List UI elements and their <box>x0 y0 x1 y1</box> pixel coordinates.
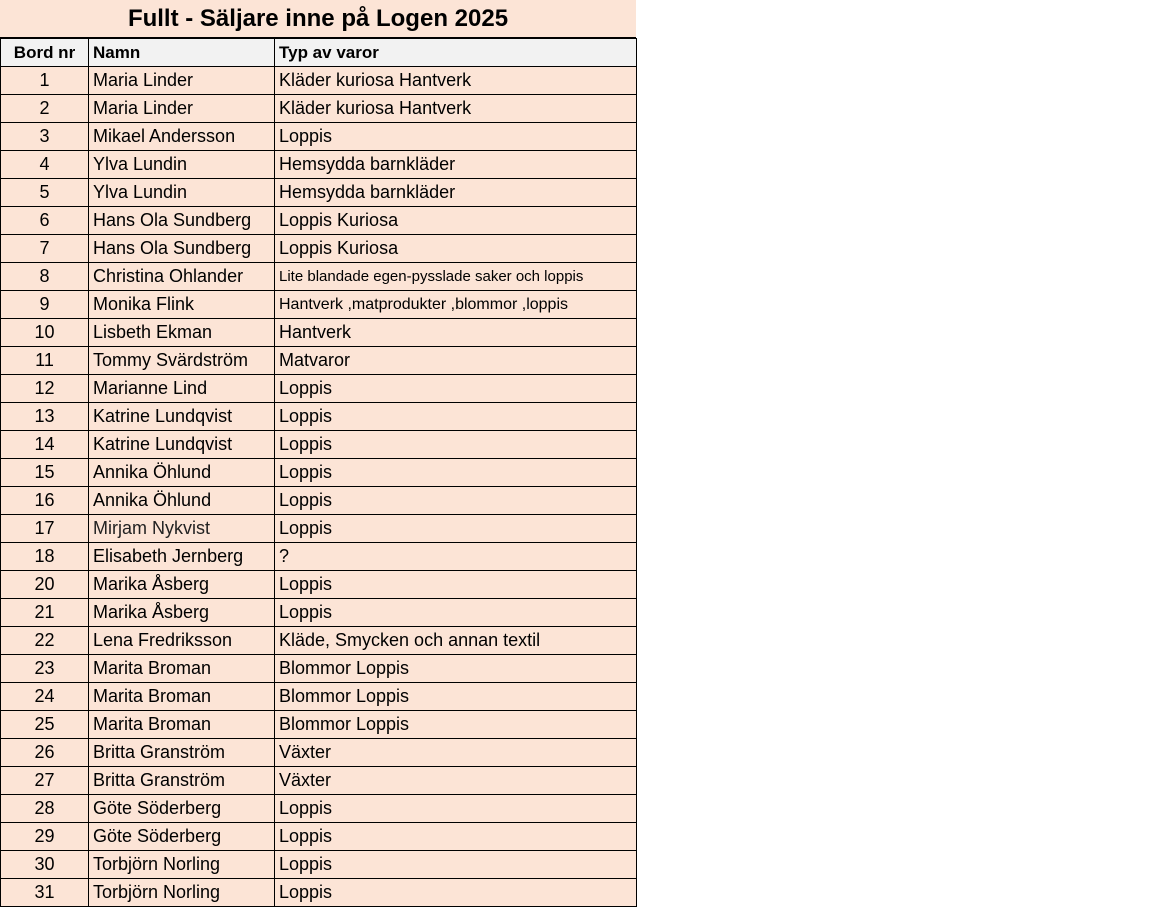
table-row <box>1 123 637 151</box>
cell-typ-av-varor[interactable]: Loppis <box>275 487 637 515</box>
table-row <box>1 403 637 431</box>
cell-bord-nr[interactable]: 23 <box>1 655 89 683</box>
cell-bord-nr[interactable]: 13 <box>1 403 89 431</box>
cell-typ-av-varor[interactable]: Loppis <box>275 571 637 599</box>
cell-typ-av-varor[interactable]: Blommor Loppis <box>275 683 637 711</box>
cell-bord-nr[interactable]: 8 <box>1 263 89 291</box>
cell-bord-nr[interactable]: 20 <box>1 571 89 599</box>
cell-bord-nr[interactable]: 17 <box>1 515 89 543</box>
table-row <box>1 879 637 907</box>
cell-typ-av-varor[interactable]: Blommor Loppis <box>275 711 637 739</box>
cell-namn[interactable]: Ylva Lundin <box>89 151 275 179</box>
cell-namn[interactable]: Ylva Lundin <box>89 179 275 207</box>
table-row <box>1 263 637 291</box>
table-row <box>1 375 637 403</box>
cell-namn[interactable]: Torbjörn Norling <box>89 879 275 907</box>
table-row <box>1 207 637 235</box>
cell-typ-av-varor[interactable]: Blommor Loppis <box>275 655 637 683</box>
cell-bord-nr[interactable]: 22 <box>1 627 89 655</box>
sheet-title: Fullt - Säljare inne på Logen 2025 <box>0 0 636 38</box>
column-header-typ[interactable]: Typ av varor <box>275 39 637 67</box>
cell-typ-av-varor[interactable]: Loppis <box>275 403 637 431</box>
table-row <box>1 767 637 795</box>
cell-typ-av-varor[interactable]: Loppis Kuriosa <box>275 207 637 235</box>
cell-namn[interactable]: Britta Granström <box>89 739 275 767</box>
table-row <box>1 487 637 515</box>
table-row <box>1 179 637 207</box>
cell-typ-av-varor[interactable]: Loppis <box>275 599 637 627</box>
cell-typ-av-varor[interactable]: Loppis <box>275 515 637 543</box>
cell-typ-av-varor[interactable]: Loppis <box>275 851 637 879</box>
cell-namn[interactable]: Katrine Lundqvist <box>89 431 275 459</box>
cell-bord-nr[interactable]: 25 <box>1 711 89 739</box>
cell-typ-av-varor[interactable]: Växter <box>275 767 637 795</box>
cell-bord-nr[interactable]: 11 <box>1 347 89 375</box>
column-header-namn[interactable]: Namn <box>89 39 275 67</box>
cell-typ-av-varor[interactable]: Loppis <box>275 431 637 459</box>
cell-namn[interactable]: Mikael Andersson <box>89 123 275 151</box>
table-row <box>1 851 637 879</box>
cell-namn[interactable]: Marita Broman <box>89 711 275 739</box>
cell-bord-nr[interactable]: 21 <box>1 599 89 627</box>
table-row <box>1 571 637 599</box>
cell-bord-nr[interactable]: 24 <box>1 683 89 711</box>
cell-typ-av-varor[interactable]: Matvaror <box>275 347 637 375</box>
cell-namn[interactable]: Lisbeth Ekman <box>89 319 275 347</box>
cell-namn[interactable]: Mirjam Nykvist <box>89 515 275 543</box>
cell-typ-av-varor[interactable]: Loppis <box>275 823 637 851</box>
table-row <box>1 459 637 487</box>
cell-bord-nr[interactable]: 7 <box>1 235 89 263</box>
cell-namn[interactable]: Maria Linder <box>89 95 275 123</box>
cell-namn[interactable]: Britta Granström <box>89 767 275 795</box>
cell-typ-av-varor[interactable]: Kläder kuriosa Hantverk <box>275 67 637 95</box>
cell-namn[interactable]: Marianne Lind <box>89 375 275 403</box>
cell-namn[interactable]: Maria Linder <box>89 67 275 95</box>
cell-namn[interactable]: Marita Broman <box>89 655 275 683</box>
cell-bord-nr[interactable]: 27 <box>1 767 89 795</box>
table-row <box>1 347 637 375</box>
cell-bord-nr[interactable]: 9 <box>1 291 89 319</box>
cell-typ-av-varor[interactable]: Hemsydda barnkläder <box>275 151 637 179</box>
cell-typ-av-varor[interactable]: Loppis <box>275 123 637 151</box>
table-row <box>1 683 637 711</box>
cell-bord-nr[interactable]: 2 <box>1 95 89 123</box>
cell-typ-av-varor[interactable]: Hemsydda barnkläder <box>275 179 637 207</box>
cell-namn[interactable]: Hans Ola Sundberg <box>89 235 275 263</box>
cell-bord-nr[interactable]: 30 <box>1 851 89 879</box>
cell-bord-nr[interactable]: 18 <box>1 543 89 571</box>
cell-typ-av-varor[interactable]: Loppis <box>275 795 637 823</box>
cell-namn[interactable]: Marika Åsberg <box>89 599 275 627</box>
cell-namn[interactable]: Torbjörn Norling <box>89 851 275 879</box>
cell-typ-av-varor[interactable]: Loppis <box>275 459 637 487</box>
cell-bord-nr[interactable]: 4 <box>1 151 89 179</box>
table-row <box>1 543 637 571</box>
cell-namn[interactable]: Elisabeth Jernberg <box>89 543 275 571</box>
cell-bord-nr[interactable]: 29 <box>1 823 89 851</box>
cell-bord-nr[interactable]: 10 <box>1 319 89 347</box>
cell-namn[interactable]: Göte Söderberg <box>89 795 275 823</box>
cell-typ-av-varor[interactable]: Lite blandade egen-pysslade saker och loppis <box>275 263 637 291</box>
cell-typ-av-varor[interactable]: Loppis Kuriosa <box>275 235 637 263</box>
table-row <box>1 95 637 123</box>
table-row <box>1 599 637 627</box>
cell-typ-av-varor[interactable]: Hantverk ,matprodukter ,blommor ,loppis <box>275 291 637 319</box>
cell-namn[interactable]: Lena Fredriksson <box>89 627 275 655</box>
cell-namn[interactable]: Katrine Lundqvist <box>89 403 275 431</box>
cell-namn[interactable]: Marika Åsberg <box>89 571 275 599</box>
table-row <box>1 235 637 263</box>
cell-bord-nr[interactable]: 15 <box>1 459 89 487</box>
table-row <box>1 739 637 767</box>
cell-typ-av-varor[interactable]: Växter <box>275 739 637 767</box>
cell-bord-nr[interactable]: 16 <box>1 487 89 515</box>
cell-bord-nr[interactable]: 14 <box>1 431 89 459</box>
cell-typ-av-varor[interactable]: Loppis <box>275 879 637 907</box>
cell-typ-av-varor[interactable]: Kläde, Smycken och annan textil <box>275 627 637 655</box>
cell-bord-nr[interactable]: 6 <box>1 207 89 235</box>
cell-typ-av-varor[interactable]: ? <box>275 543 637 571</box>
cell-namn[interactable]: Annika Öhlund <box>89 487 275 515</box>
cell-bord-nr[interactable]: 26 <box>1 739 89 767</box>
sellers-table <box>0 38 637 907</box>
cell-namn[interactable]: Monika Flink <box>89 291 275 319</box>
cell-namn[interactable]: Marita Broman <box>89 683 275 711</box>
cell-namn[interactable]: Hans Ola Sundberg <box>89 207 275 235</box>
table-row <box>1 151 637 179</box>
table-row <box>1 655 637 683</box>
table-row <box>1 795 637 823</box>
table-row <box>1 431 637 459</box>
table-row <box>1 515 637 543</box>
table-row <box>1 627 637 655</box>
column-header-bord[interactable]: Bord nr <box>1 39 89 67</box>
header-row <box>1 39 637 67</box>
cell-namn[interactable]: Christina Ohlander <box>89 263 275 291</box>
cell-namn[interactable]: Göte Söderberg <box>89 823 275 851</box>
cell-namn[interactable]: Tommy Svärdström <box>89 347 275 375</box>
cell-namn[interactable]: Annika Öhlund <box>89 459 275 487</box>
cell-typ-av-varor[interactable]: Kläder kuriosa Hantverk <box>275 95 637 123</box>
table-row <box>1 291 637 319</box>
cell-bord-nr[interactable]: 1 <box>1 67 89 95</box>
table-row <box>1 319 637 347</box>
cell-bord-nr[interactable]: 3 <box>1 123 89 151</box>
cell-bord-nr[interactable]: 5 <box>1 179 89 207</box>
table-row <box>1 67 637 95</box>
cell-typ-av-varor[interactable]: Hantverk <box>275 319 637 347</box>
cell-bord-nr[interactable]: 12 <box>1 375 89 403</box>
cell-bord-nr[interactable]: 31 <box>1 879 89 907</box>
cell-bord-nr[interactable]: 28 <box>1 795 89 823</box>
table-row <box>1 711 637 739</box>
table-row <box>1 823 637 851</box>
cell-typ-av-varor[interactable]: Loppis <box>275 375 637 403</box>
